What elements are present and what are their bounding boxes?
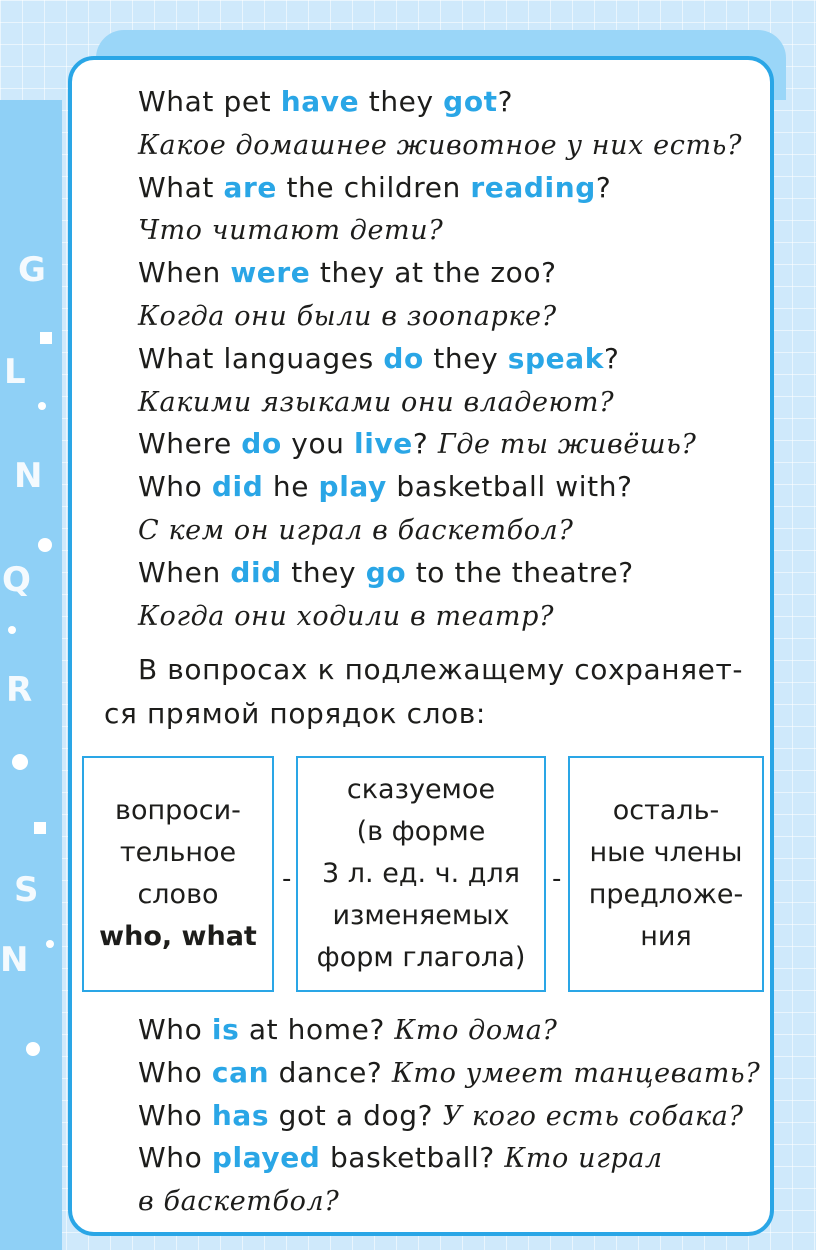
russian-translation: Кто дома? (394, 1015, 558, 1046)
highlighted-word: live (354, 427, 413, 461)
english-text: ? (497, 85, 514, 118)
highlighted-word: has (211, 1098, 270, 1132)
english-text: Where (138, 427, 242, 461)
strip-letter: L (4, 352, 26, 392)
question-line (138, 427, 697, 462)
english-text: they (281, 555, 366, 589)
english-text: dance? (269, 1055, 392, 1089)
scheme-text: слово (137, 879, 219, 910)
english-text: got a dog? (269, 1098, 443, 1132)
english-text: ? (595, 170, 612, 204)
scheme-box-other-members (568, 756, 764, 992)
english-text: What pet (138, 85, 281, 118)
russian-translation: Кто умеет танцевать? (391, 1057, 761, 1089)
russian-translation: С кем он играл в баскетбол? (138, 515, 574, 546)
question-line (138, 171, 611, 205)
english-text: he (263, 470, 319, 504)
scheme-keywords: who, what (99, 921, 257, 952)
russian-translation: У кого есть собака? (442, 1100, 744, 1132)
english-text: they (423, 341, 508, 375)
russian-translation: Кто играл (504, 1143, 663, 1175)
strip-dot (26, 1042, 40, 1056)
strip-dot (34, 822, 46, 834)
scheme-box-predicate (296, 756, 546, 992)
english-text: ? (412, 427, 438, 461)
english-text: ? (603, 341, 620, 375)
example-line (138, 1056, 760, 1091)
strip-dot (8, 626, 16, 634)
english-text: Who (138, 1055, 212, 1089)
english-text: What languages (138, 341, 384, 375)
scheme-separator: - (552, 864, 562, 894)
question-line (138, 470, 633, 504)
scheme-text: предложе- (588, 879, 744, 910)
english-text: basketball with? (386, 470, 633, 504)
strip-dot (46, 940, 54, 948)
english-text: at home? (239, 1013, 395, 1046)
rule-text-line-2: ся прямой порядок слов: (104, 697, 486, 730)
highlighted-word: speak (507, 341, 604, 375)
scheme-text: ния (640, 921, 692, 952)
question-line (138, 299, 557, 334)
scheme-separator: - (282, 864, 292, 894)
scheme-text: форм глагола) (316, 942, 526, 973)
highlighted-word: played (211, 1141, 321, 1175)
scheme-text: изменяемых (332, 900, 510, 931)
scheme-text: вопроси- (115, 795, 241, 826)
russian-translation: Какими языками они владеют? (138, 386, 615, 418)
question-line (138, 256, 557, 290)
english-text: Who (138, 1013, 212, 1046)
example-line (138, 1013, 558, 1048)
highlighted-word: got (443, 85, 498, 118)
question-line (138, 556, 634, 590)
scheme-box-question-word (82, 756, 274, 992)
strip-dot (38, 538, 52, 552)
highlighted-word: were (230, 256, 311, 290)
question-line (138, 342, 619, 376)
english-text: the children (276, 170, 471, 204)
scheme-text: сказуемое (346, 774, 496, 805)
question-line (138, 513, 573, 548)
english-text: to the theatre? (406, 555, 634, 589)
russian-translation: в баскетбол? (138, 1186, 340, 1218)
highlighted-word: are (223, 170, 277, 204)
highlighted-word: play (318, 470, 387, 504)
russian-translation: Когда они были в зоопарке? (138, 301, 557, 332)
question-line (138, 85, 513, 119)
example-line (138, 1099, 744, 1134)
question-line (138, 128, 742, 163)
question-line (138, 599, 554, 634)
english-text: they (359, 85, 444, 118)
highlighted-word: reading (470, 170, 596, 204)
english-text: Who (138, 1098, 212, 1132)
english-text: they at the zoo? (310, 256, 557, 290)
highlighted-word: do (383, 341, 424, 375)
english-text: When (138, 555, 231, 589)
strip-dot (38, 402, 46, 410)
highlighted-word: go (365, 555, 407, 589)
strip-letter: N (0, 940, 29, 980)
example-line (138, 1184, 339, 1219)
scheme-text: (в форме (356, 816, 486, 847)
english-text: When (138, 256, 231, 290)
english-text: What (138, 170, 224, 204)
strip-letter: S (14, 870, 39, 910)
scheme-text: осталь- (612, 795, 720, 826)
russian-translation: Какое домашнее животное у них есть? (138, 129, 743, 161)
english-text: Who (138, 1141, 212, 1175)
scheme-text: ные члены (589, 837, 743, 868)
question-line (138, 385, 614, 420)
highlighted-word: is (211, 1013, 240, 1046)
russian-translation: Что читают дети? (138, 215, 444, 247)
strip-letter: R (6, 670, 33, 710)
highlighted-word: have (280, 85, 360, 118)
strip-letter: Q (2, 560, 31, 600)
scheme-text: 3 л. ед. ч. для (322, 858, 520, 889)
scheme-text: тельное (119, 837, 237, 868)
highlighted-word: do (241, 427, 282, 461)
rule-text-line-1: В вопросах к подлежащему сохраняет- (138, 653, 744, 686)
english-text: you (281, 427, 355, 461)
decorative-letter-strip (0, 100, 62, 1250)
question-line (138, 213, 443, 248)
russian-translation: Когда они ходили в театр? (138, 600, 555, 632)
strip-dot (40, 332, 52, 344)
highlighted-word: did (230, 555, 282, 589)
highlighted-word: can (211, 1055, 270, 1089)
english-text: Who (138, 470, 212, 504)
english-text: basketball? (320, 1141, 505, 1175)
highlighted-word: did (211, 470, 264, 504)
strip-dot (12, 754, 28, 770)
strip-letter: N (14, 456, 43, 496)
example-line (138, 1141, 663, 1176)
russian-translation: Где ты живёшь? (437, 429, 697, 461)
strip-letter: G (18, 250, 46, 290)
